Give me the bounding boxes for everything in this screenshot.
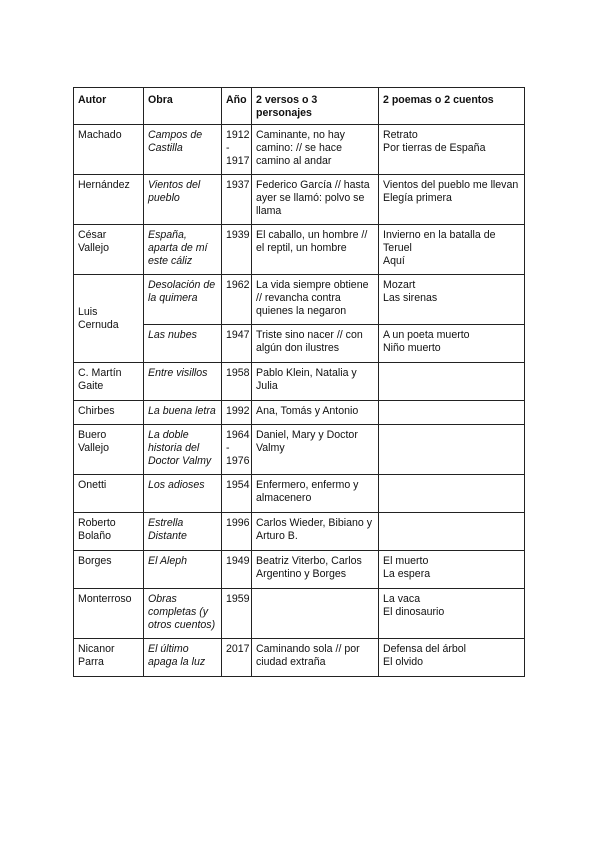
cell-poemas (379, 401, 525, 425)
works-table (73, 87, 525, 677)
cell-ano: 1962 (222, 275, 252, 325)
cell-obra: El último apaga la luz (144, 639, 222, 677)
cell-autor: Hernández (74, 175, 144, 225)
poem-1: Defensa del árbol (383, 643, 467, 655)
cell-versos: Carlos Wieder, Bibiano y Arturo B. (252, 513, 379, 551)
cell-versos: Ana, Tomás y Antonio (252, 401, 379, 425)
cell-versos: Caminando sola // por ciudad extraña (252, 639, 379, 677)
table-row (74, 225, 525, 275)
poem-2: Las sirenas (383, 292, 438, 304)
poem-1: Retrato (383, 129, 418, 141)
cell-poemas (379, 589, 525, 639)
cell-versos (252, 589, 379, 639)
cell-ano: 1958 (222, 363, 252, 401)
cell-autor: Chirbes (74, 401, 144, 425)
table-row (74, 425, 525, 475)
cell-ano: 1959 (222, 589, 252, 639)
cell-ano: 2017 (222, 639, 252, 677)
year-end: 1976 (226, 455, 250, 467)
cell-versos: Daniel, Mary y Doctor Valmy (252, 425, 379, 475)
year-start: 1964 (226, 429, 250, 441)
cell-versos: Federico García // hasta ayer se llamó: polvo se llama (252, 175, 379, 225)
cell-poemas (379, 325, 525, 363)
cell-ano (222, 125, 252, 175)
poem-1: Vientos del pueblo me llevan (383, 179, 519, 191)
header-versos: 2 versos o 3 personajes (252, 88, 379, 125)
cell-versos: Enfermero, enfermo y almacenero (252, 475, 379, 513)
cell-autor: Machado (74, 125, 144, 175)
cell-poemas (379, 475, 525, 513)
cell-ano: 1954 (222, 475, 252, 513)
poem-1: Invierno en la batalla de Teruel (383, 229, 496, 254)
poem-2: Niño muerto (383, 342, 441, 354)
year-start: 1912 (226, 129, 250, 141)
cell-versos: Caminante, no hay camino: // se hace camino al andar (252, 125, 379, 175)
cell-autor: C. Martín Gaite (74, 363, 144, 401)
cell-versos: Beatriz Viterbo, Carlos Argentino y Borges (252, 551, 379, 589)
poem-2: El dinosaurio (383, 606, 445, 618)
header-poemas: 2 poemas o 2 cuentos (379, 88, 525, 125)
cell-poemas (379, 225, 525, 275)
cell-poemas (379, 513, 525, 551)
cell-autor: Nicanor Parra (74, 639, 144, 677)
cell-ano: 1996 (222, 513, 252, 551)
cell-obra: El Aleph (144, 551, 222, 589)
header-ano: Año (222, 88, 252, 125)
cell-poemas (379, 363, 525, 401)
cell-ano: 1939 (222, 225, 252, 275)
header-autor: Autor (74, 88, 144, 125)
cell-ano: 1992 (222, 401, 252, 425)
cell-poemas (379, 175, 525, 225)
poem-1: Mozart (383, 279, 416, 291)
year-end: 1917 (226, 155, 250, 167)
cell-ano: 1949 (222, 551, 252, 589)
year-dash: - (226, 442, 230, 454)
header-row (74, 88, 525, 125)
poem-2: La espera (383, 568, 431, 580)
cell-obra: La doble historia del Doctor Valmy (144, 425, 222, 475)
cell-obra: Estrella Distante (144, 513, 222, 551)
poem-2: Elegía primera (383, 192, 452, 204)
cell-obra: Los adioses (144, 475, 222, 513)
poem-1: La vaca (383, 593, 421, 605)
cell-obra: Las nubes (144, 325, 222, 363)
cell-autor: César Vallejo (74, 225, 144, 275)
table-row (74, 125, 525, 175)
table-row (74, 275, 525, 325)
cell-obra: Desolación de la quimera (144, 275, 222, 325)
table-row (74, 401, 525, 425)
cell-versos: Triste sino nacer // con algún don ilustres (252, 325, 379, 363)
cell-autor: Monterroso (74, 589, 144, 639)
cell-poemas (379, 125, 525, 175)
table-row (74, 639, 525, 677)
cell-autor: Luis Cernuda (74, 275, 144, 363)
cell-autor: Onetti (74, 475, 144, 513)
cell-autor: Roberto Bolaño (74, 513, 144, 551)
cell-poemas (379, 425, 525, 475)
cell-obra: Obras completas (y otros cuentos) (144, 589, 222, 639)
cell-obra: La buena letra (144, 401, 222, 425)
poem-1: A un poeta muerto (383, 329, 470, 341)
poem-2: El olvido (383, 656, 424, 668)
cell-autor: Buero Vallejo (74, 425, 144, 475)
cell-autor: Borges (74, 551, 144, 589)
table-row (74, 589, 525, 639)
cell-versos: Pablo Klein, Natalia y Julia (252, 363, 379, 401)
poem-2: Aquí (383, 255, 405, 267)
year-dash: - (226, 142, 230, 154)
table-row (74, 551, 525, 589)
table-row (74, 513, 525, 551)
cell-ano: 1937 (222, 175, 252, 225)
cell-obra: Campos de Castilla (144, 125, 222, 175)
table-row (74, 363, 525, 401)
header-obra: Obra (144, 88, 222, 125)
cell-obra: Vientos del pueblo (144, 175, 222, 225)
table-row (74, 475, 525, 513)
poem-1: El muerto (383, 555, 429, 567)
cell-ano: 1947 (222, 325, 252, 363)
cell-poemas (379, 275, 525, 325)
cell-obra: España, aparta de mí este cáliz (144, 225, 222, 275)
cell-obra: Entre visillos (144, 363, 222, 401)
cell-versos: La vida siempre obtiene // revancha contra quienes la negaron (252, 275, 379, 325)
cell-ano (222, 425, 252, 475)
cell-poemas (379, 551, 525, 589)
cell-poemas (379, 639, 525, 677)
poem-2: Por tierras de España (383, 142, 486, 154)
table-row (74, 175, 525, 225)
cell-versos: El caballo, un hombre // el reptil, un hombre (252, 225, 379, 275)
